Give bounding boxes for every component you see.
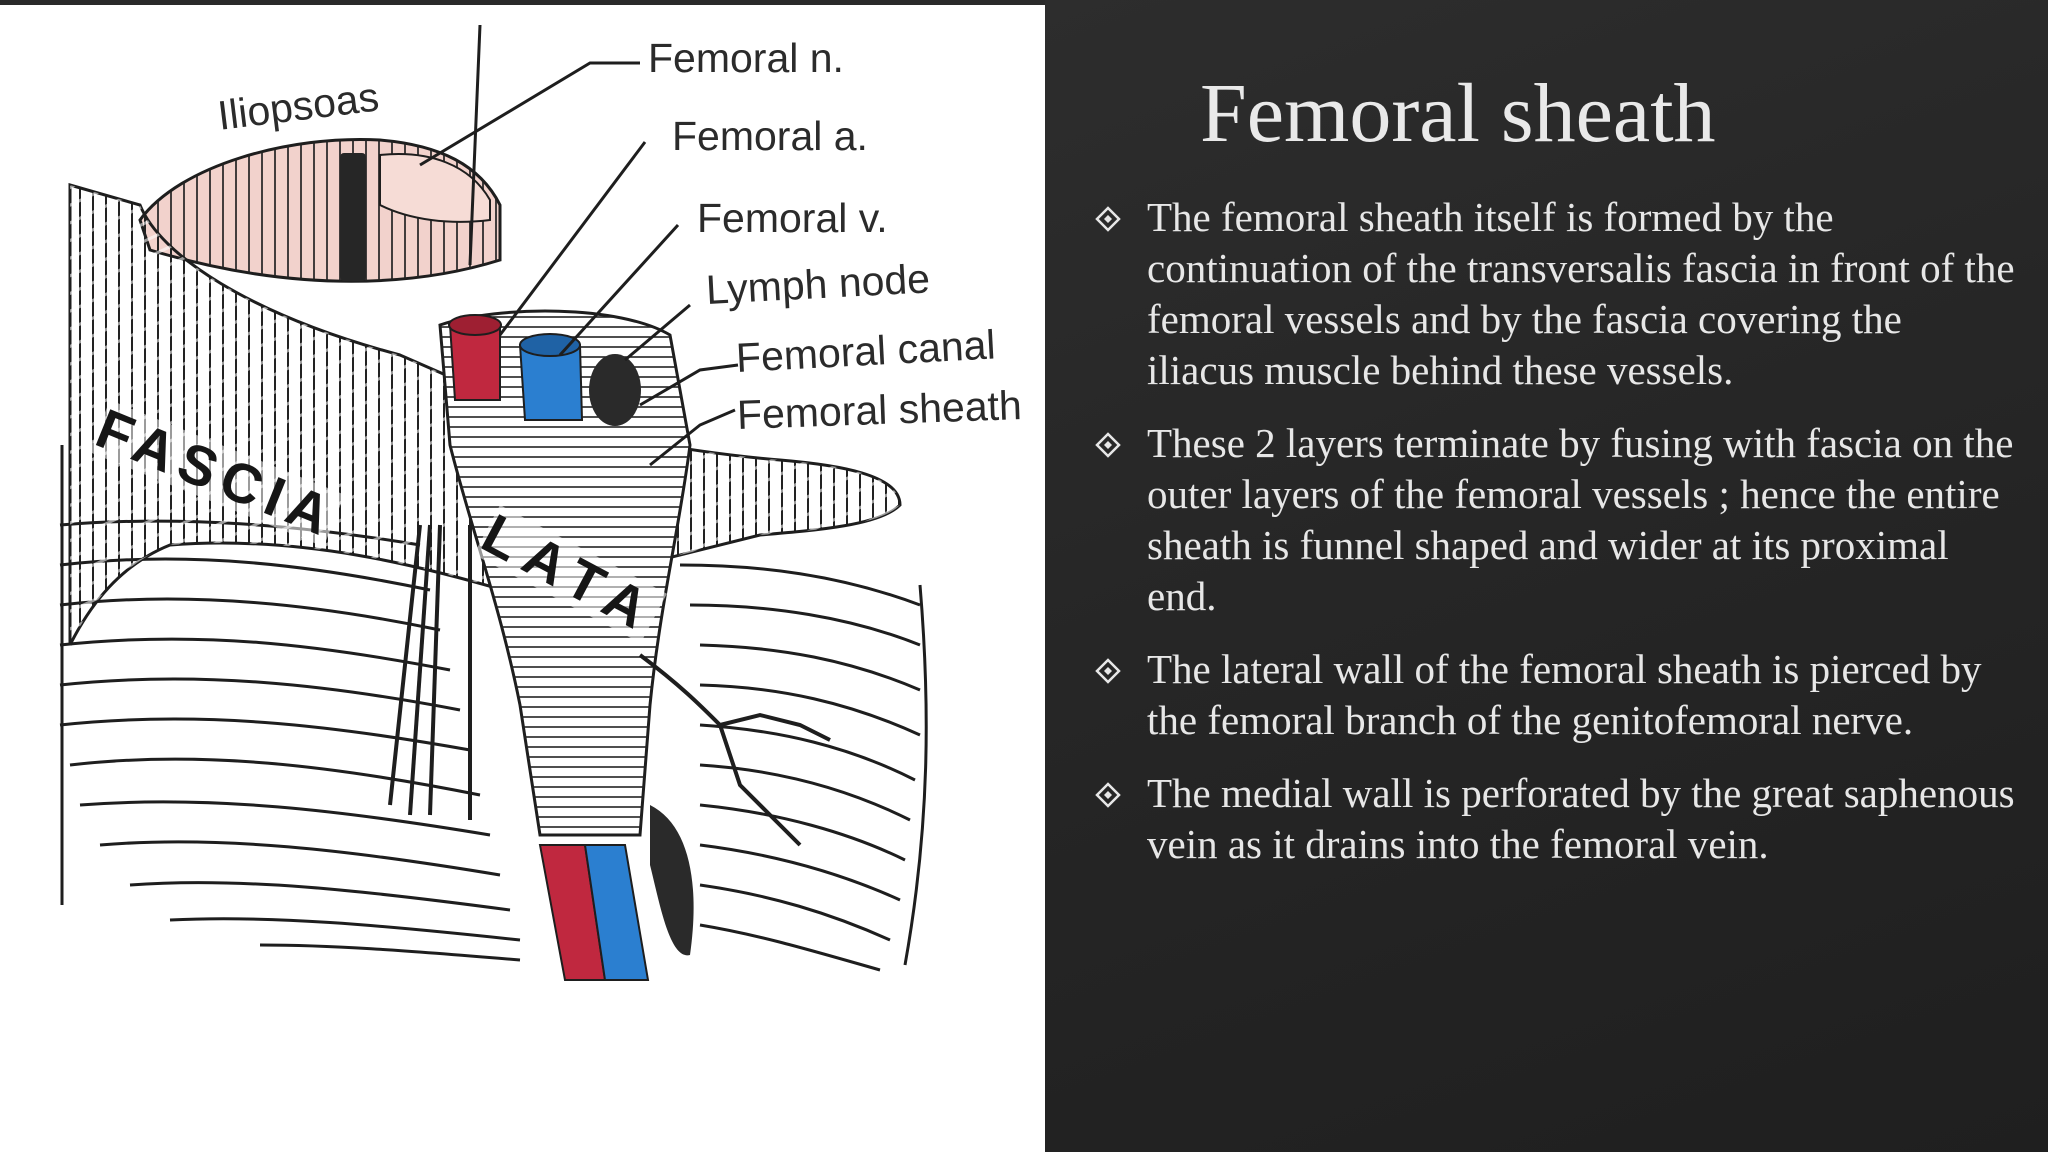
bullet-list [1095, 192, 2015, 892]
diamond-bullet-icon [1095, 206, 1121, 232]
anatomy-figure-panel [0, 5, 1045, 1152]
label-femoral-artery: Femoral a. [672, 113, 868, 159]
bullet-item [1095, 192, 2015, 396]
bullet-item [1095, 418, 2015, 622]
label-fascia-lata-lata: LATA [472, 501, 669, 646]
label-fascia-lata-fascia: FASCIA [87, 396, 347, 550]
diamond-bullet-icon [1095, 432, 1121, 458]
diamond-bullet-icon [1095, 782, 1121, 808]
label-lymph-node: Lymph node [704, 255, 932, 313]
label-iliopsoas: Iliopsoas [215, 73, 382, 139]
bullet-text: The femoral sheath itself is formed by the continuation of the transversalis fascia in front of the femoral vessels and by the fascia covering the iliacus muscle behind these vessels. [1147, 194, 2015, 393]
bullet-text: The medial wall is perforated by the great saphenous vein as it drains into the femoral vein. [1147, 770, 2015, 867]
bullet-text: These 2 layers terminate by fusing with fascia on the outer layers of the femoral vessels ; hence the entire sheath is funnel shaped and wider at its proximal end. [1147, 420, 2014, 619]
bullet-text: The lateral wall of the femoral sheath is pierced by the femoral branch of the genitofemoral nerve. [1147, 646, 1982, 743]
text-panel [1045, 0, 2048, 1152]
slide-title: Femoral sheath [1200, 67, 1716, 160]
diamond-bullet-icon [1095, 658, 1121, 684]
iliopsoas-muscle [140, 139, 500, 281]
bullet-item [1095, 644, 2015, 746]
label-femoral-nerve: Femoral n. [648, 35, 844, 81]
label-femoral-vein: Femoral v. [697, 195, 888, 241]
bullet-item [1095, 768, 2015, 870]
label-femoral-canal: Femoral canal [734, 321, 997, 381]
label-femoral-sheath: Femoral sheath [736, 382, 1023, 438]
